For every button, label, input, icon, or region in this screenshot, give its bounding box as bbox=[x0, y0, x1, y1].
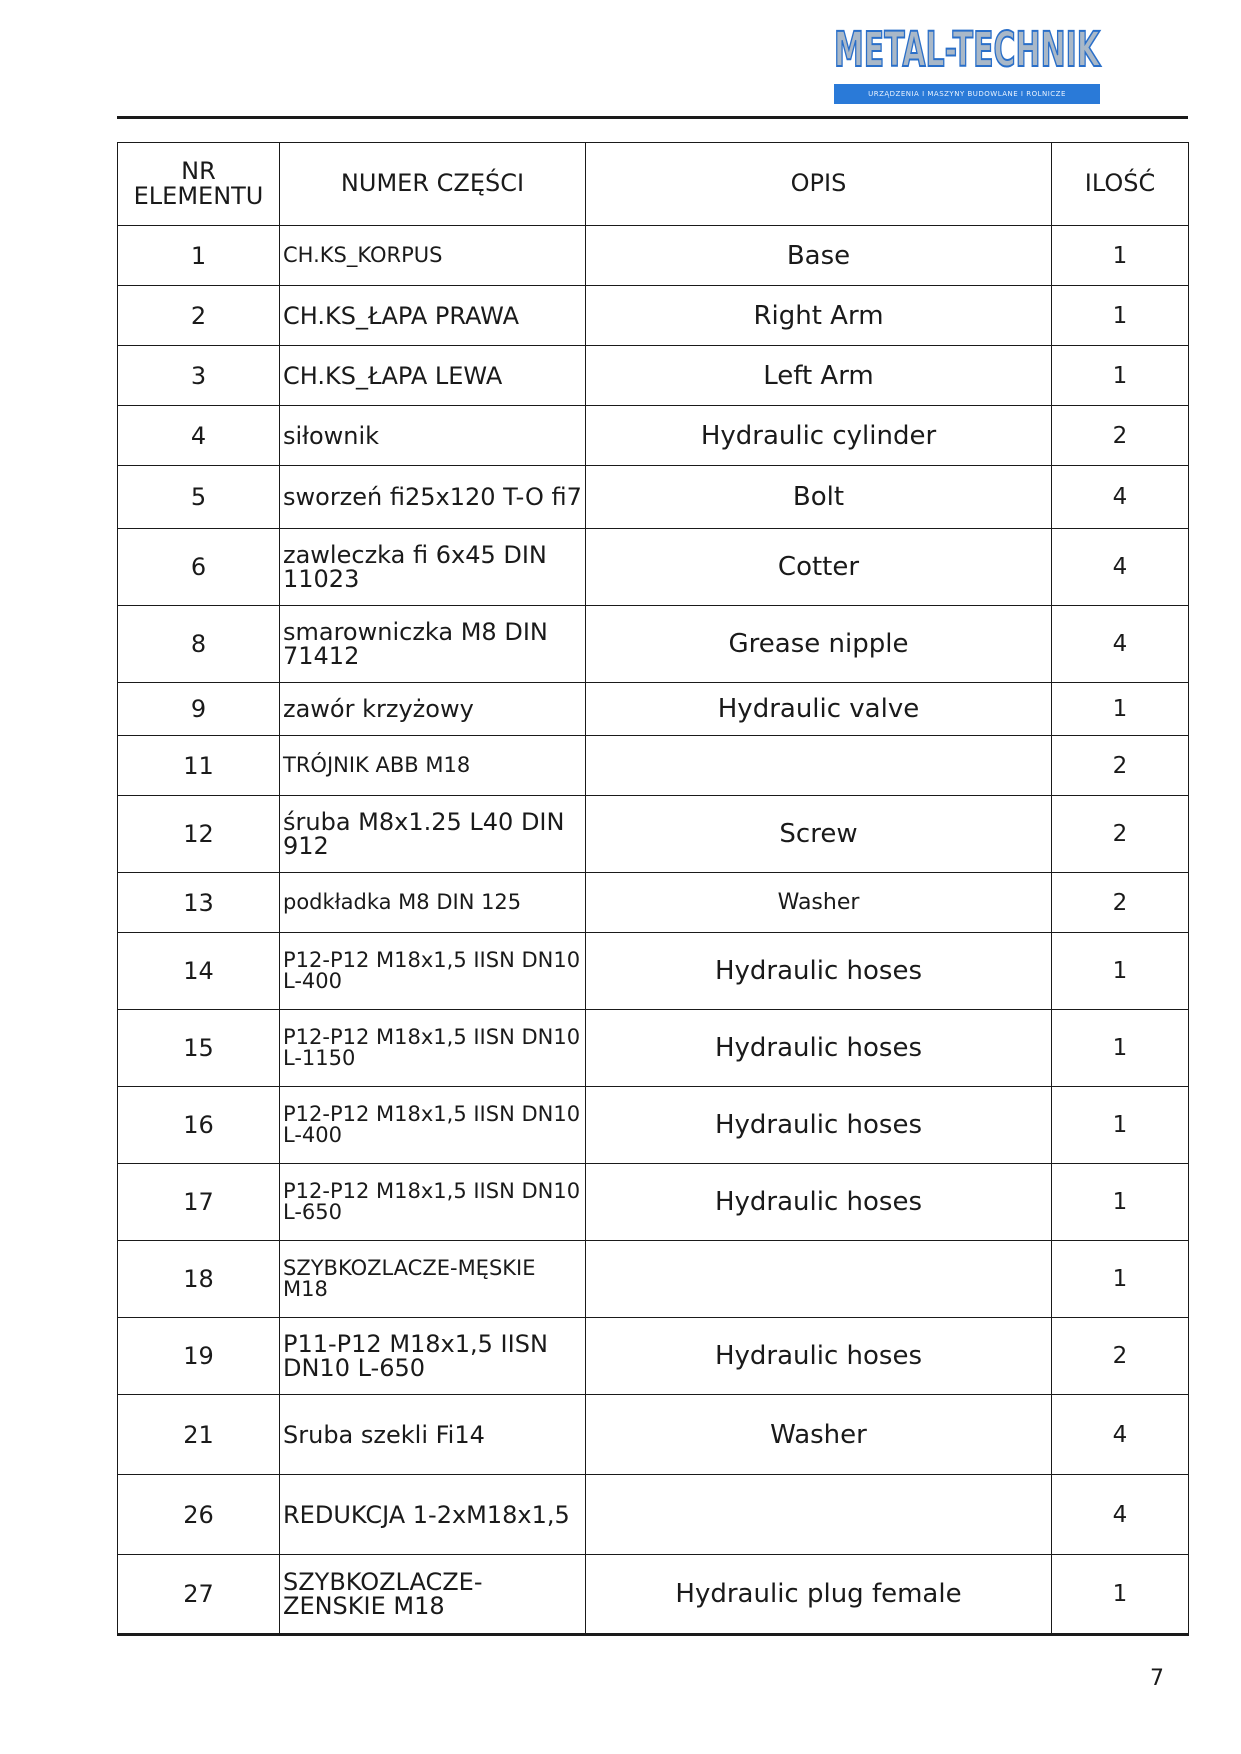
cell-description: Left Arm bbox=[586, 346, 1052, 406]
cell-description bbox=[586, 736, 1052, 796]
logo-tagline: URZĄDZENIA I MASZYNY BUDOWLANE I ROLNICZE bbox=[834, 84, 1100, 104]
table-row bbox=[118, 1318, 1189, 1395]
cell-part-number: CH.KS_KORPUS bbox=[280, 226, 586, 286]
cell-quantity: 4 bbox=[1052, 529, 1189, 606]
cell-description: Hydraulic hoses bbox=[586, 1318, 1052, 1395]
cell-description: Washer bbox=[586, 1395, 1052, 1475]
cell-part-number: P11-P12 M18x1,5 IISN DN10 L-650 bbox=[280, 1318, 586, 1395]
cell-part-number: CH.KS_ŁAPA LEWA bbox=[280, 346, 586, 406]
table-header-row bbox=[118, 143, 1189, 226]
cell-nr: 8 bbox=[118, 606, 280, 683]
cell-quantity: 1 bbox=[1052, 1087, 1189, 1164]
table-row bbox=[118, 466, 1189, 529]
cell-nr: 18 bbox=[118, 1241, 280, 1318]
cell-nr: 19 bbox=[118, 1318, 280, 1395]
header-part-number: NUMER CZĘŚCI bbox=[280, 143, 586, 226]
cell-part-number: P12-P12 M18x1,5 IISN DN10 L-650 bbox=[280, 1164, 586, 1241]
cell-quantity: 1 bbox=[1052, 683, 1189, 736]
cell-quantity: 1 bbox=[1052, 1555, 1189, 1635]
table-row bbox=[118, 226, 1189, 286]
cell-description bbox=[586, 1475, 1052, 1555]
cell-description: Hydraulic hoses bbox=[586, 933, 1052, 1010]
cell-part-number: zawleczka fi 6x45 DIN 11023 bbox=[280, 529, 586, 606]
table-row bbox=[118, 873, 1189, 933]
cell-nr: 3 bbox=[118, 346, 280, 406]
cell-description: Hydraulic valve bbox=[586, 683, 1052, 736]
cell-part-number: SZYBKOZLACZE-MĘSKIE M18 bbox=[280, 1241, 586, 1318]
cell-quantity: 1 bbox=[1052, 226, 1189, 286]
page-number: 7 bbox=[1150, 1666, 1164, 1691]
cell-part-number: zawór krzyżowy bbox=[280, 683, 586, 736]
cell-part-number: P12-P12 M18x1,5 IISN DN10 L-400 bbox=[280, 933, 586, 1010]
cell-quantity: 1 bbox=[1052, 933, 1189, 1010]
cell-description: Hydraulic hoses bbox=[586, 1087, 1052, 1164]
cell-nr: 17 bbox=[118, 1164, 280, 1241]
cell-nr: 15 bbox=[118, 1010, 280, 1087]
cell-description: Grease nipple bbox=[586, 606, 1052, 683]
logo-wordmark bbox=[834, 20, 1102, 78]
cell-nr: 26 bbox=[118, 1475, 280, 1555]
cell-nr: 13 bbox=[118, 873, 280, 933]
cell-quantity: 1 bbox=[1052, 346, 1189, 406]
cell-part-number: siłownik bbox=[280, 406, 586, 466]
cell-quantity: 4 bbox=[1052, 1395, 1189, 1475]
cell-nr: 4 bbox=[118, 406, 280, 466]
cell-nr: 16 bbox=[118, 1087, 280, 1164]
cell-quantity: 2 bbox=[1052, 736, 1189, 796]
cell-part-number: sworzeń fi25x120 T-O fi7 bbox=[280, 466, 586, 529]
table-row bbox=[118, 736, 1189, 796]
cell-quantity: 4 bbox=[1052, 1475, 1189, 1555]
table-row bbox=[118, 1241, 1189, 1318]
cell-part-number: Sruba szekli Fi14 bbox=[280, 1395, 586, 1475]
company-logo bbox=[834, 20, 1100, 106]
table-row bbox=[118, 1475, 1189, 1555]
cell-quantity: 2 bbox=[1052, 873, 1189, 933]
cell-quantity: 4 bbox=[1052, 466, 1189, 529]
cell-quantity: 2 bbox=[1052, 796, 1189, 873]
table-row bbox=[118, 796, 1189, 873]
cell-nr: 1 bbox=[118, 226, 280, 286]
cell-quantity: 2 bbox=[1052, 406, 1189, 466]
cell-nr: 11 bbox=[118, 736, 280, 796]
parts-table bbox=[117, 142, 1189, 1636]
cell-description: Screw bbox=[586, 796, 1052, 873]
cell-nr: 5 bbox=[118, 466, 280, 529]
header-description: OPIS bbox=[586, 143, 1052, 226]
cell-nr: 2 bbox=[118, 286, 280, 346]
cell-part-number: śruba M8x1.25 L40 DIN 912 bbox=[280, 796, 586, 873]
cell-quantity: 1 bbox=[1052, 286, 1189, 346]
cell-part-number: CH.KS_ŁAPA PRAWA bbox=[280, 286, 586, 346]
cell-part-number: P12-P12 M18x1,5 IISN DN10 L-1150 bbox=[280, 1010, 586, 1087]
table-row bbox=[118, 346, 1189, 406]
cell-part-number: P12-P12 M18x1,5 IISN DN10 L-400 bbox=[280, 1087, 586, 1164]
cell-nr: 21 bbox=[118, 1395, 280, 1475]
cell-nr: 12 bbox=[118, 796, 280, 873]
header-rule bbox=[117, 116, 1188, 119]
table-row bbox=[118, 1010, 1189, 1087]
table-row bbox=[118, 1395, 1189, 1475]
cell-quantity: 1 bbox=[1052, 1164, 1189, 1241]
cell-part-number: podkładka M8 DIN 125 bbox=[280, 873, 586, 933]
cell-description: Hydraulic cylinder bbox=[586, 406, 1052, 466]
logo-text: METAL-TECHNIK bbox=[834, 22, 1102, 78]
cell-nr: 14 bbox=[118, 933, 280, 1010]
cell-description: Right Arm bbox=[586, 286, 1052, 346]
cell-nr: 6 bbox=[118, 529, 280, 606]
table-row bbox=[118, 286, 1189, 346]
cell-description: Washer bbox=[586, 873, 1052, 933]
table-row bbox=[118, 1087, 1189, 1164]
cell-nr: 27 bbox=[118, 1555, 280, 1635]
cell-part-number: SZYBKOZLACZE-ZENSKIE M18 bbox=[280, 1555, 586, 1635]
cell-description: Hydraulic plug female bbox=[586, 1555, 1052, 1635]
cell-description: Hydraulic hoses bbox=[586, 1164, 1052, 1241]
table-row bbox=[118, 1555, 1189, 1635]
cell-description: Cotter bbox=[586, 529, 1052, 606]
header-quantity: ILOŚĆ bbox=[1052, 143, 1189, 226]
cell-part-number: REDUKCJA 1-2xM18x1,5 bbox=[280, 1475, 586, 1555]
table-row bbox=[118, 606, 1189, 683]
table-row bbox=[118, 1164, 1189, 1241]
table-row bbox=[118, 933, 1189, 1010]
cell-description: Bolt bbox=[586, 466, 1052, 529]
cell-quantity: 2 bbox=[1052, 1318, 1189, 1395]
table-row bbox=[118, 683, 1189, 736]
cell-part-number: TRÓJNIK ABB M18 bbox=[280, 736, 586, 796]
cell-part-number: smarowniczka M8 DIN 71412 bbox=[280, 606, 586, 683]
header-nr: NR ELEMENTU bbox=[118, 143, 280, 226]
cell-description: Base bbox=[586, 226, 1052, 286]
cell-quantity: 4 bbox=[1052, 606, 1189, 683]
cell-description bbox=[586, 1241, 1052, 1318]
cell-nr: 9 bbox=[118, 683, 280, 736]
cell-description: Hydraulic hoses bbox=[586, 1010, 1052, 1087]
cell-quantity: 1 bbox=[1052, 1241, 1189, 1318]
table-row bbox=[118, 406, 1189, 466]
table-row bbox=[118, 529, 1189, 606]
cell-quantity: 1 bbox=[1052, 1010, 1189, 1087]
